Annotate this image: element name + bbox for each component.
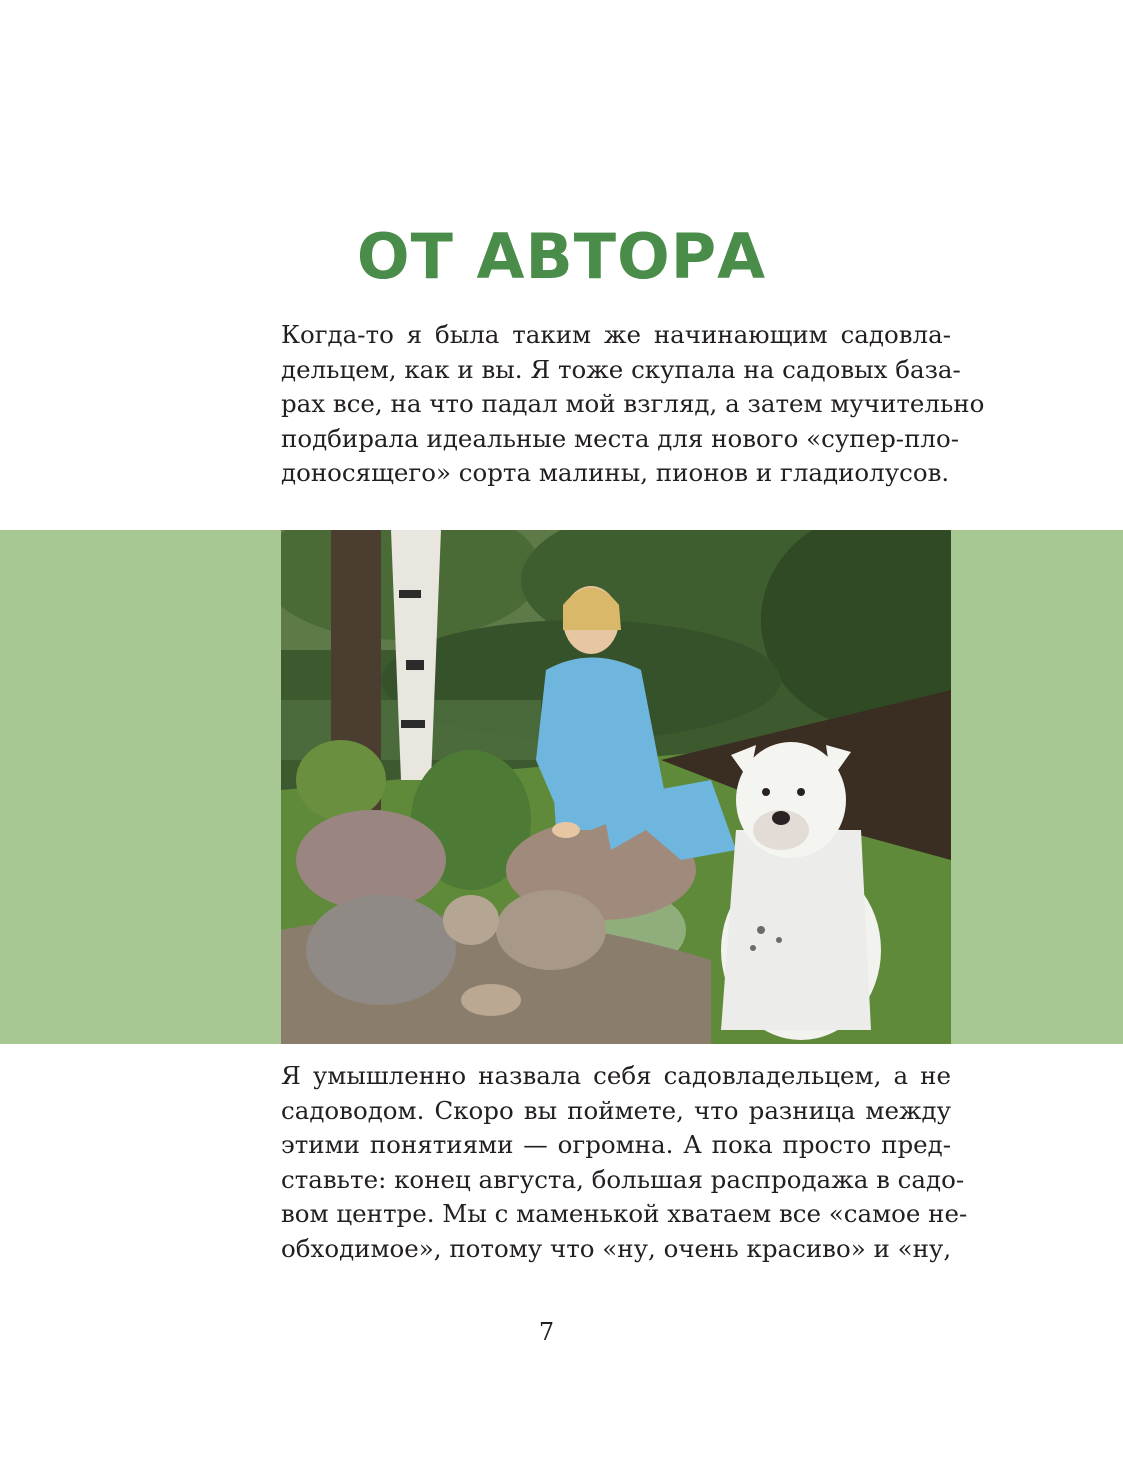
text-line: рах все, на что падал мой взгляд, а затем мучительно: [281, 389, 985, 418]
text-line: садоводом. Скоро вы поймете, что разница между: [281, 1095, 951, 1125]
text-line: дельцем, как и вы. Я тоже скупала на садовых база-: [281, 354, 961, 384]
text-line: обходимое», потому что «ну, очень красиво» и «ну,: [281, 1233, 952, 1263]
page-number: 7: [538, 1318, 555, 1346]
chapter-title: ОТ АВТОРА: [356, 220, 767, 293]
text-line: ставьте: конец августа, большая распродажа в садо-: [281, 1164, 965, 1194]
garden-photo: [281, 530, 951, 1044]
body-paragraph: [281, 1059, 968, 1266]
text-line: этими понятиями — огромна. А пока просто пред-: [281, 1130, 951, 1159]
text-line: доносящего» сорта малины, пионов и гладиолусов.: [281, 458, 950, 487]
text-line: подбирала идеальные места для нового «супер-пло-: [281, 423, 959, 453]
text-line: Я умышленно назвала себя садовладельцем, а не: [281, 1061, 951, 1090]
intro-paragraph: [281, 318, 985, 491]
text-line: вом центре. Мы с маменькой хватаем все «самое не-: [281, 1199, 968, 1228]
text-line: Когда-то я была таким же начинающим садовла-: [281, 320, 951, 349]
